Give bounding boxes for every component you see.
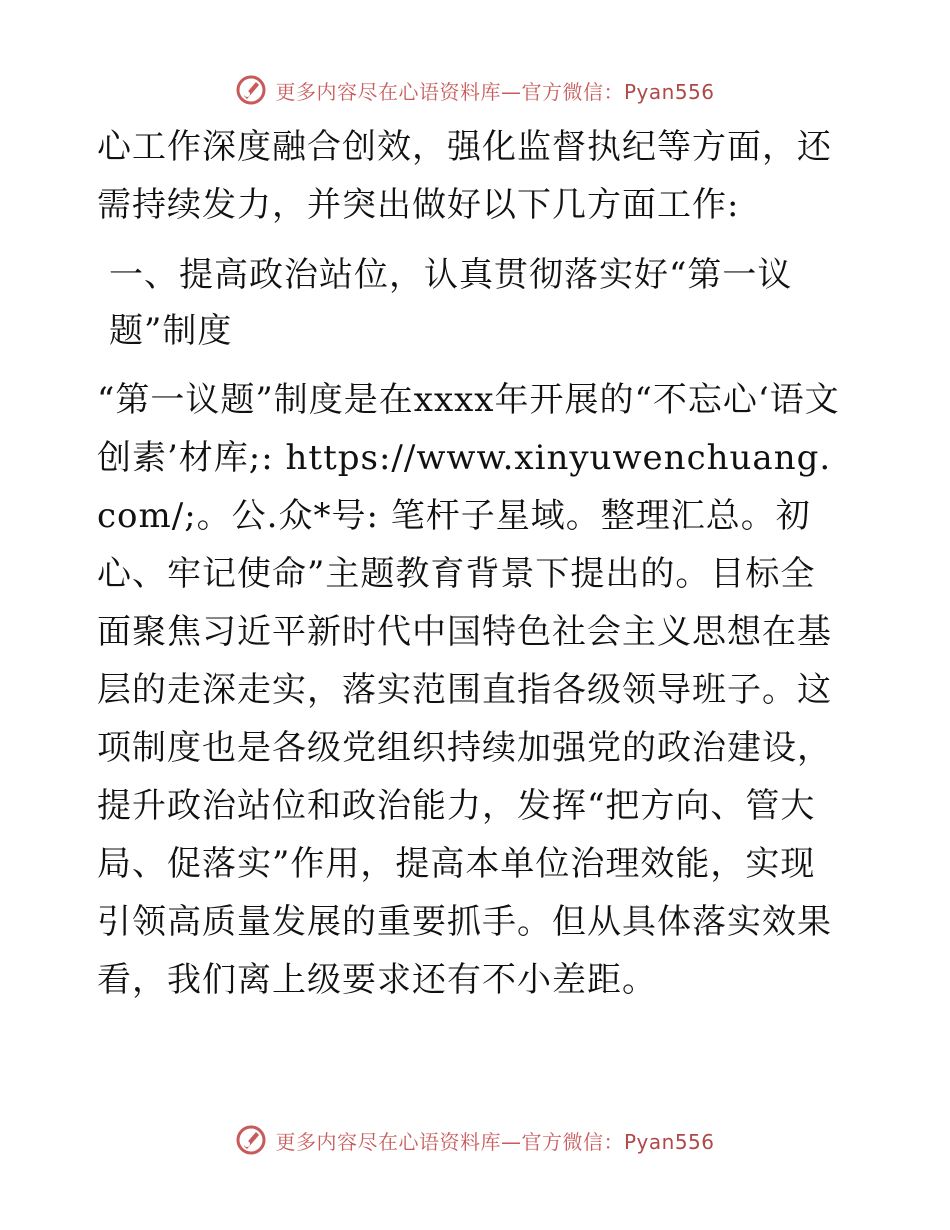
paragraph-intro: 心工作深度融合创效，强化监督执纪等方面，还需持续发力，并突出做好以下几方面工作:: [97, 127, 832, 225]
footer-banner: [0, 1120, 950, 1160]
paragraph-first-topic: [97, 371, 849, 1009]
header-banner: [0, 70, 950, 110]
paragraph-first-topic-text: “第一议题”制度是在xxxx年开展的“不忘心‘语文创素’材库;: https://www.xinyuwenchuang.com/;。公.众*号: 笔杆子星域。整理汇总。初心、牢记使命”主题教育背景下提出的。目标全面聚焦习近平新时代中国特色社会主义思想在基层的走深走实，落实范围直指各级领导班子。这项制度也是各级党组织持续加强党的政治建设，提升政治站位和政治能力，发挥“把方向、管大局、促落实”作用，提高本单位治理效能，实现引领高质量发展的重要抓手。但从具体落实效果看，我们离上级要求还有不小差距。: [97, 380, 840, 1000]
wechat-id: Pyan556: [623, 1129, 715, 1154]
wechat-id: Pyan556: [623, 79, 715, 104]
banner-text: 更多内容尽在心语资料库—官方微信：Pyan556: [275, 79, 715, 104]
section-heading: 一、提高政治站位，认真贯彻落实好“第一议题”制度: [109, 255, 793, 351]
pen-logo-icon: [235, 74, 267, 106]
document-body: [97, 118, 849, 1009]
pen-logo-icon: [235, 1124, 267, 1156]
banner-text: 更多内容尽在心语资料库—官方微信：Pyan556: [275, 1129, 715, 1154]
